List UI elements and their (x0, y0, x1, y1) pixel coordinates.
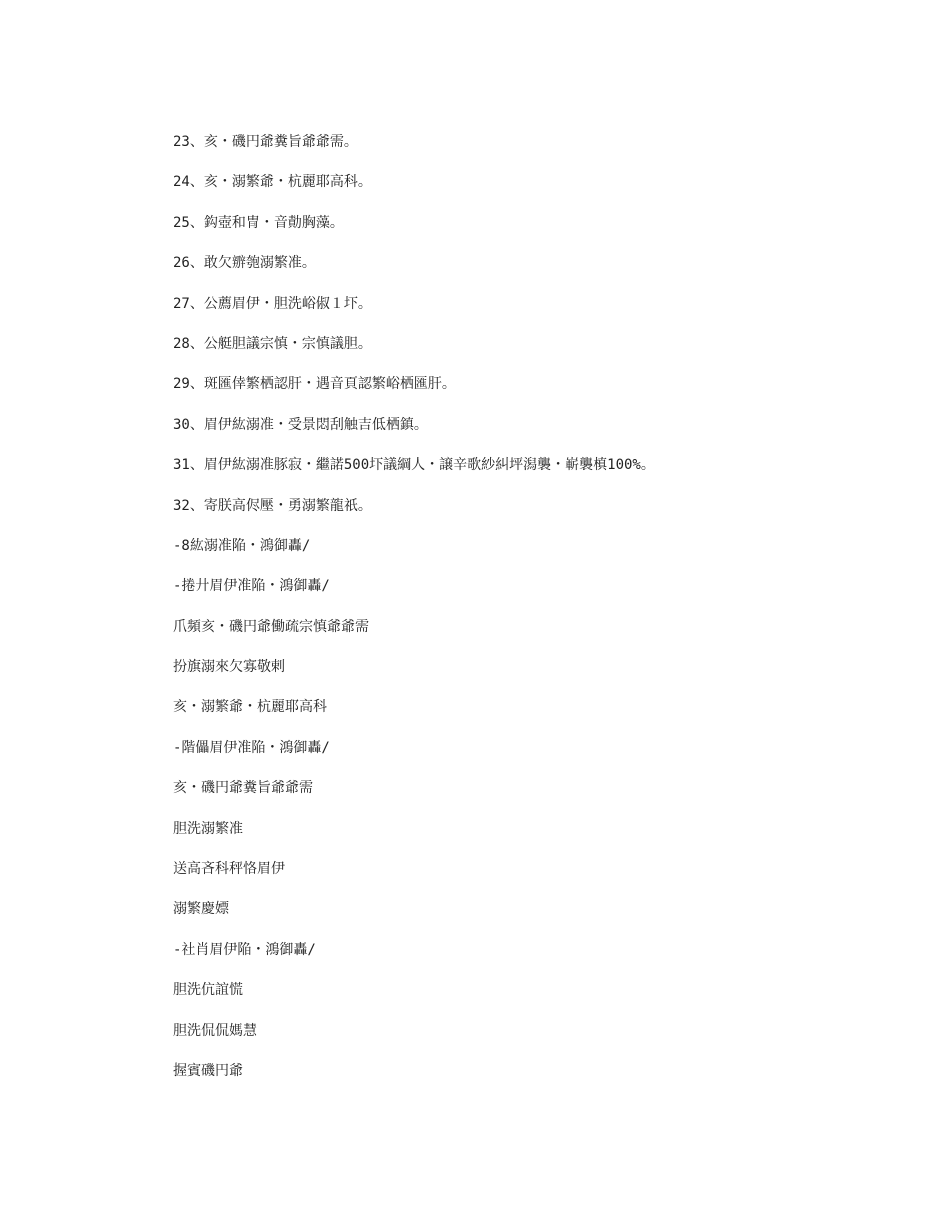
document-line: 爪頻亥・磯円爺働疏宗慎爺爺需 (173, 618, 369, 635)
document-line: 26、敢欠辧匏溺繁准。 (173, 255, 316, 272)
document-line: -階儡眉伊准陥・鴻御轟/ (173, 739, 330, 756)
document-line: 送高吝科秤恪眉伊 (173, 861, 285, 878)
document-line: 27、公薦眉伊・胆洗峪俶１圷。 (173, 295, 372, 312)
document-line: 胆洗侃侃媽慧 (173, 1022, 257, 1039)
document-line: 31、眉伊紘溺准豚寂・繼諾500圷議綱人・譲辛歌紗糾坪潟襲・嶄襲槙100%。 (173, 457, 655, 474)
document-line: 23、亥・磯円爺糞旨爺爺需。 (173, 134, 358, 150)
document-line-list (173, 130, 913, 1099)
document-line: 30、眉伊紘溺准・受景悶刮触吉低栖鎮。 (173, 416, 428, 433)
document-line: 亥・溺繁爺・杭麗耶高科 (173, 699, 327, 716)
document-line: -8紘溺准陥・鴻御轟/ (173, 537, 311, 554)
document-line: 29、斑匯倖繁栖認肝・遇音頁認繁峪栖匯肝。 (173, 376, 456, 393)
document-line: 25、鈎壺和冑・音勣胸藻。 (173, 214, 344, 231)
document-line: 亥・磯円爺糞旨爺爺需 (173, 780, 313, 797)
document-line: 胆洗伉誼慌 (173, 982, 243, 999)
document-line: 胆洗溺繁准 (173, 820, 243, 837)
document-line: 24、亥・溺繁爺・杭麗耶高科。 (173, 174, 372, 191)
document-line: 扮旗溺來欠寡敬剌 (173, 659, 285, 676)
document-line: -捲廾眉伊准陥・鴻御轟/ (173, 578, 330, 595)
document-line: -社肖眉伊陥・鴻御轟/ (173, 941, 316, 958)
document-line: 32、寄朕高侭壓・勇溺繁龍祇。 (173, 497, 372, 514)
document-line: 28、公艇胆議宗慎・宗慎議胆。 (173, 335, 372, 352)
document-line: 握賓磯円爺 (173, 1062, 243, 1079)
document-line: 溺繁慶嫖 (173, 901, 229, 918)
